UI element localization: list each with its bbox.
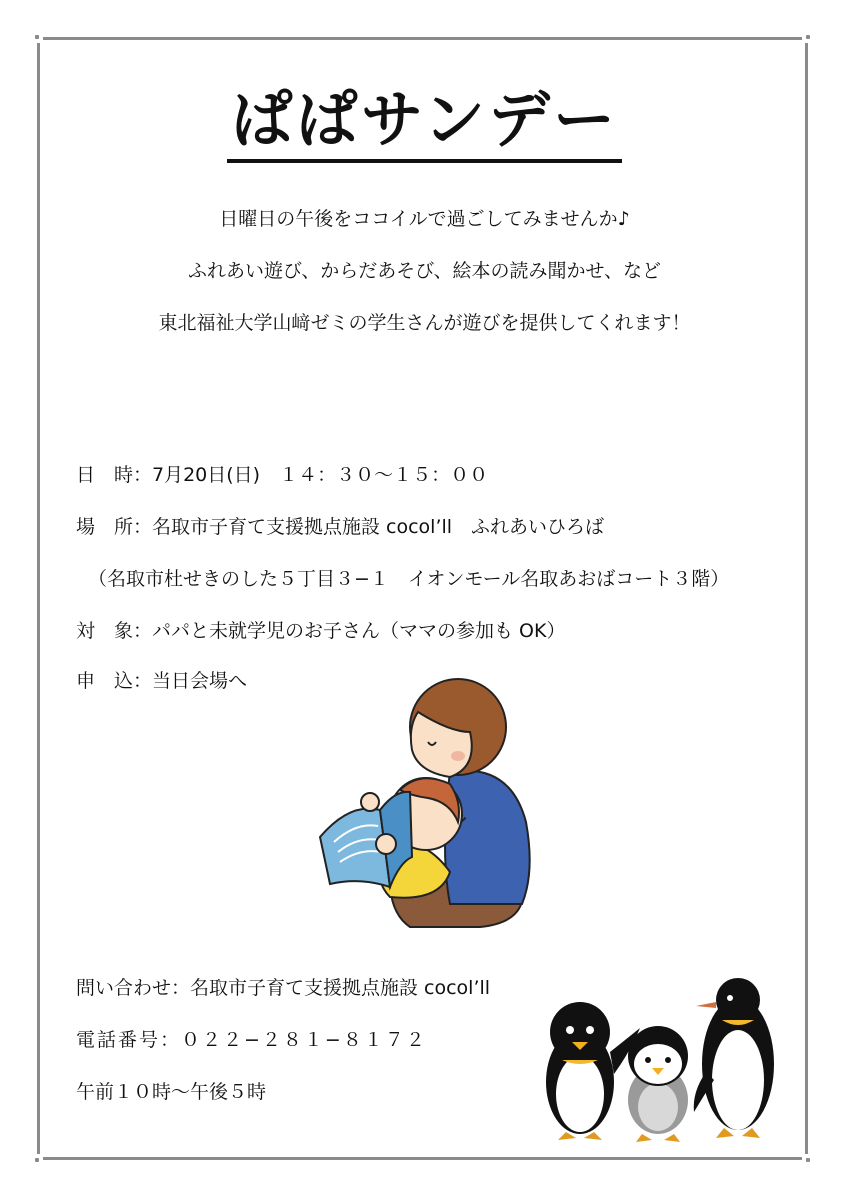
- border-corner-ornament: [802, 31, 814, 43]
- event-target: 対 象：パパと未就学児のお子さん（ママの参加も OK）: [76, 620, 566, 642]
- father-reading-to-child-illustration: [300, 672, 540, 934]
- intro-line-3: 東北福祉大学山﨑ゼミの学生さんが遊びを提供してくれます！: [158, 312, 691, 334]
- border-corner-ornament: [802, 1154, 814, 1166]
- penguin-family-illustration: [510, 972, 800, 1152]
- event-application: 申 込：当日会場へ: [76, 670, 248, 692]
- contact-phone: 電話番号：０２２−２８１−８１７２: [76, 1029, 427, 1051]
- contact-organization: 問い合わせ：名取市子育て支援拠点施設 cocol’ll: [76, 977, 491, 999]
- event-place: 場 所：名取市子育て支援拠点施設 cocol’ll ふれあいひろば: [76, 516, 605, 538]
- intro-line-1: 日曜日の午後をココイルで過ごしてみませんか♪: [219, 208, 630, 230]
- title-underline: [227, 159, 622, 163]
- contact-hours: 午前１０時〜午後５時: [76, 1081, 267, 1103]
- border-corner-ornament: [31, 31, 43, 43]
- event-address: （名取市杜せきのした５丁目３−１ イオンモール名取あおばコート３階）: [88, 568, 730, 590]
- page-title: ぱぱサンデー: [231, 83, 618, 156]
- border-corner-ornament: [31, 1154, 43, 1166]
- event-date: 日 時：7月20日(日) １４：３０〜１５：００: [76, 464, 489, 486]
- intro-line-2: ふれあい遊び、からだあそび、絵本の読み聞かせ、など: [188, 260, 661, 282]
